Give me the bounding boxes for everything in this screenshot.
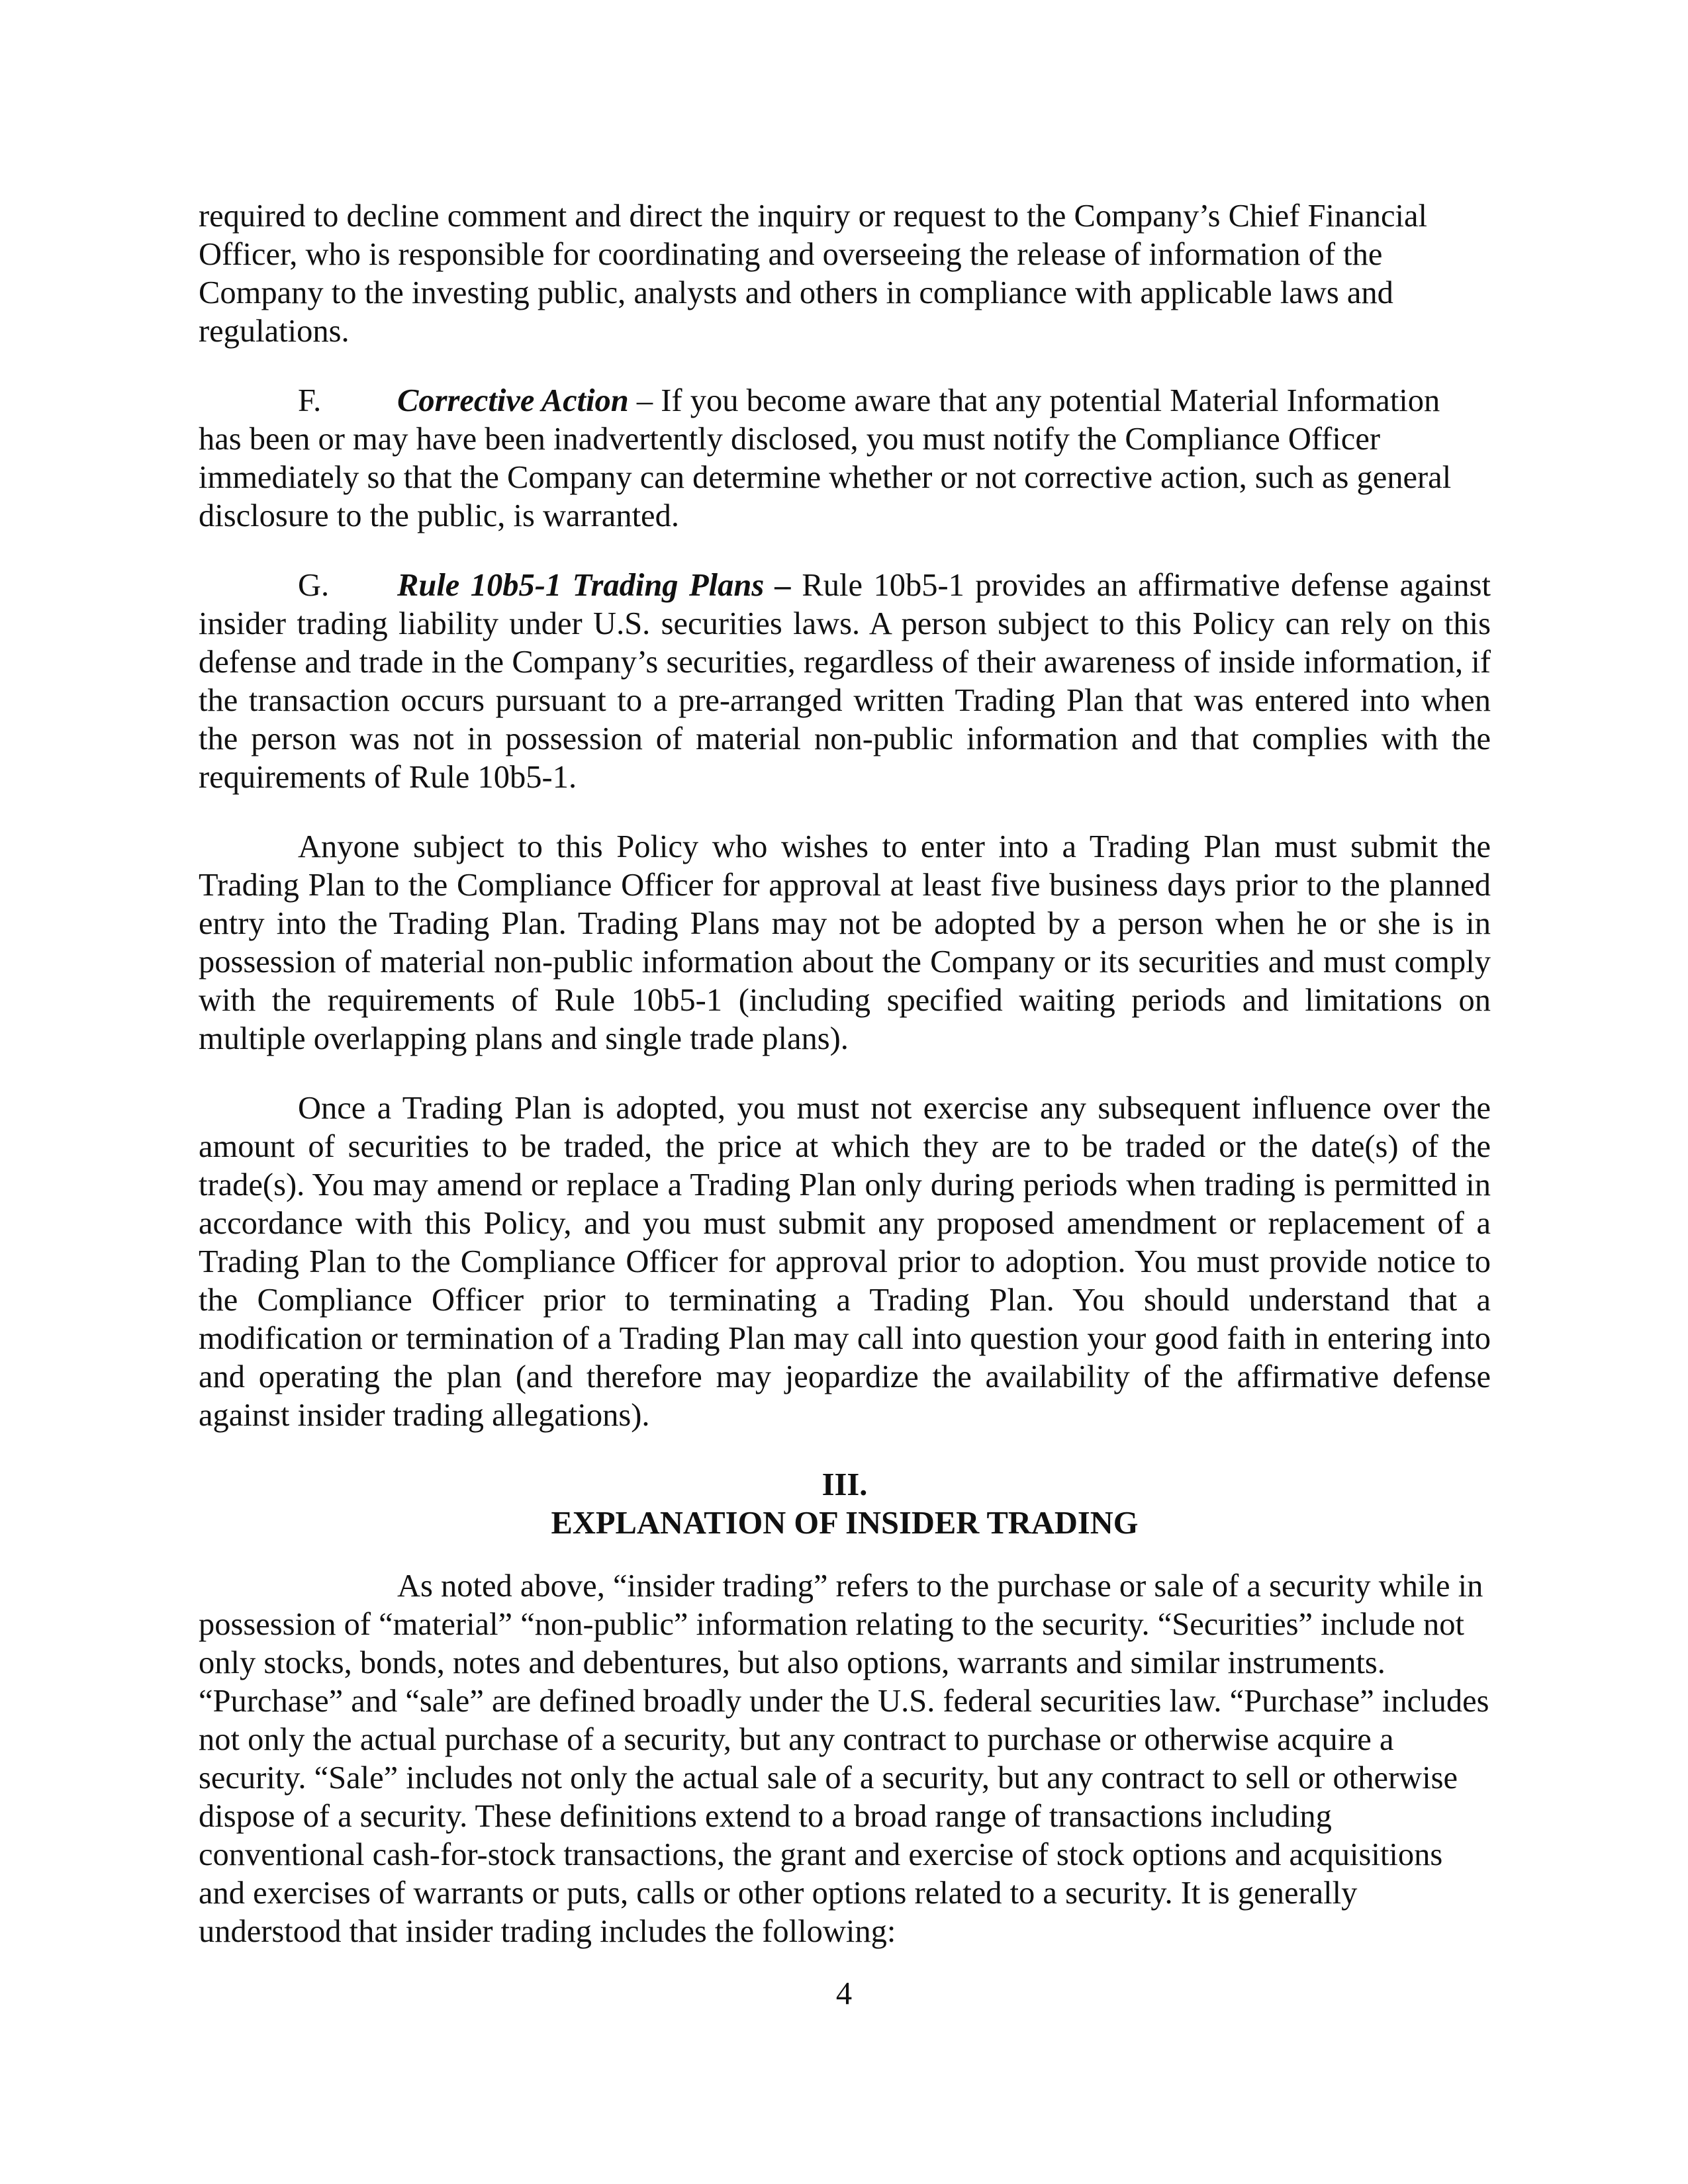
document-page	[199, 197, 1491, 1982]
paragraph-trading-plan-submission: Anyone subject to this Policy who wishes to enter into a Trading Plan must submit the Trading Plan to the Compliance Officer for approval at least five business days prior to the planned entry into the Trading Plan. Trading Plans may not be adopted by a person when he or she is in possession of material non-public information about the Company or its securities and must comply with the requirements of Rule 10b5-1 (including specified waiting periods and limitations on multiple overlapping plans and single trade plans).	[199, 829, 1491, 1056]
section-f-title: Corrective Action	[397, 383, 629, 418]
section-f-corrective-action	[199, 382, 1491, 535]
section-g-trading-plans	[199, 567, 1491, 797]
paragraph-insider-trading-explanation: As noted above, “insider trading” refers to the purchase or sale of a security while in possession of “material” “non-public” information relating to the security. “Securities” include not only stocks, bonds, notes and debentures, but also options, warrants and similar instruments. “Purchase” and “sale” are defined broadly under the U.S. federal securities law. “Purchase” includes not only the actual purchase of a security, but any contract to purchase or otherwise acquire a security. “Sale” includes not only the actual sale of a security, but any contract to sell or otherwise dispose of a security. These definitions extend to a broad range of transactions including conventional cash-for-stock transactions, the grant and exercise of stock options and acquisitions and exercises of warrants or puts, calls or other options related to a security. It is generally understood that insider trading includes the following:	[199, 1569, 1489, 1949]
section-g-title: Rule 10b5-1 Trading Plans –	[397, 568, 791, 603]
section-f-body: – If you become aware that any potential Material Information has been or may have been inadvertently disclosed, you must notify the Compliance Officer immediately so that the Company can determine whether or not corrective action, such as general disclosure to the public, is warranted.	[199, 383, 1452, 533]
section-number: III.	[821, 1467, 868, 1502]
section-g-letter: G.	[298, 568, 330, 603]
section-f-letter: F.	[298, 383, 322, 418]
section-title: EXPLANATION OF INSIDER TRADING	[551, 1506, 1139, 1541]
paragraph-cfo-inquiry: required to decline comment and direct the inquiry or request to the Company’s Chief Financial Officer, who is responsible for coordinating and overseeing the release of information of the Company to the investing public, analysts and others in compliance with applicable laws and regulations.	[199, 199, 1427, 349]
section-g-body: Rule 10b5-1 provides an affirmative defense against insider trading liability under U.S. securities laws. A person subject to this Policy can rely on this defense and trade in the Company’s securities, regardless of their awareness of inside information, if the transaction occurs pursuant to a pre-arranged written Trading Plan that was entered into when the person was not in possession of material non-public information and that complies with the requirements of Rule 10b5-1.	[199, 568, 1491, 795]
paragraph-trading-plan-adopted: Once a Trading Plan is adopted, you must not exercise any subsequent influence over the amount of securities to be traded, the price at which they are to be traded or the date(s) of the trade(s). You may amend or replace a Trading Plan only during periods when trading is permitted in accordance with this Policy, and you must submit any proposed amendment or replacement of a Trading Plan to the Compliance Officer for approval prior to adoption. You must provide notice to the Compliance Officer prior to terminating a Trading Plan. You should understand that a modification or termination of a Trading Plan may call into question your good faith in entering into and operating the plan (and therefore may jeopardize the availability of the affirmative defense against insider trading allegations).	[199, 1091, 1491, 1433]
page-number: 4	[835, 1976, 853, 2011]
